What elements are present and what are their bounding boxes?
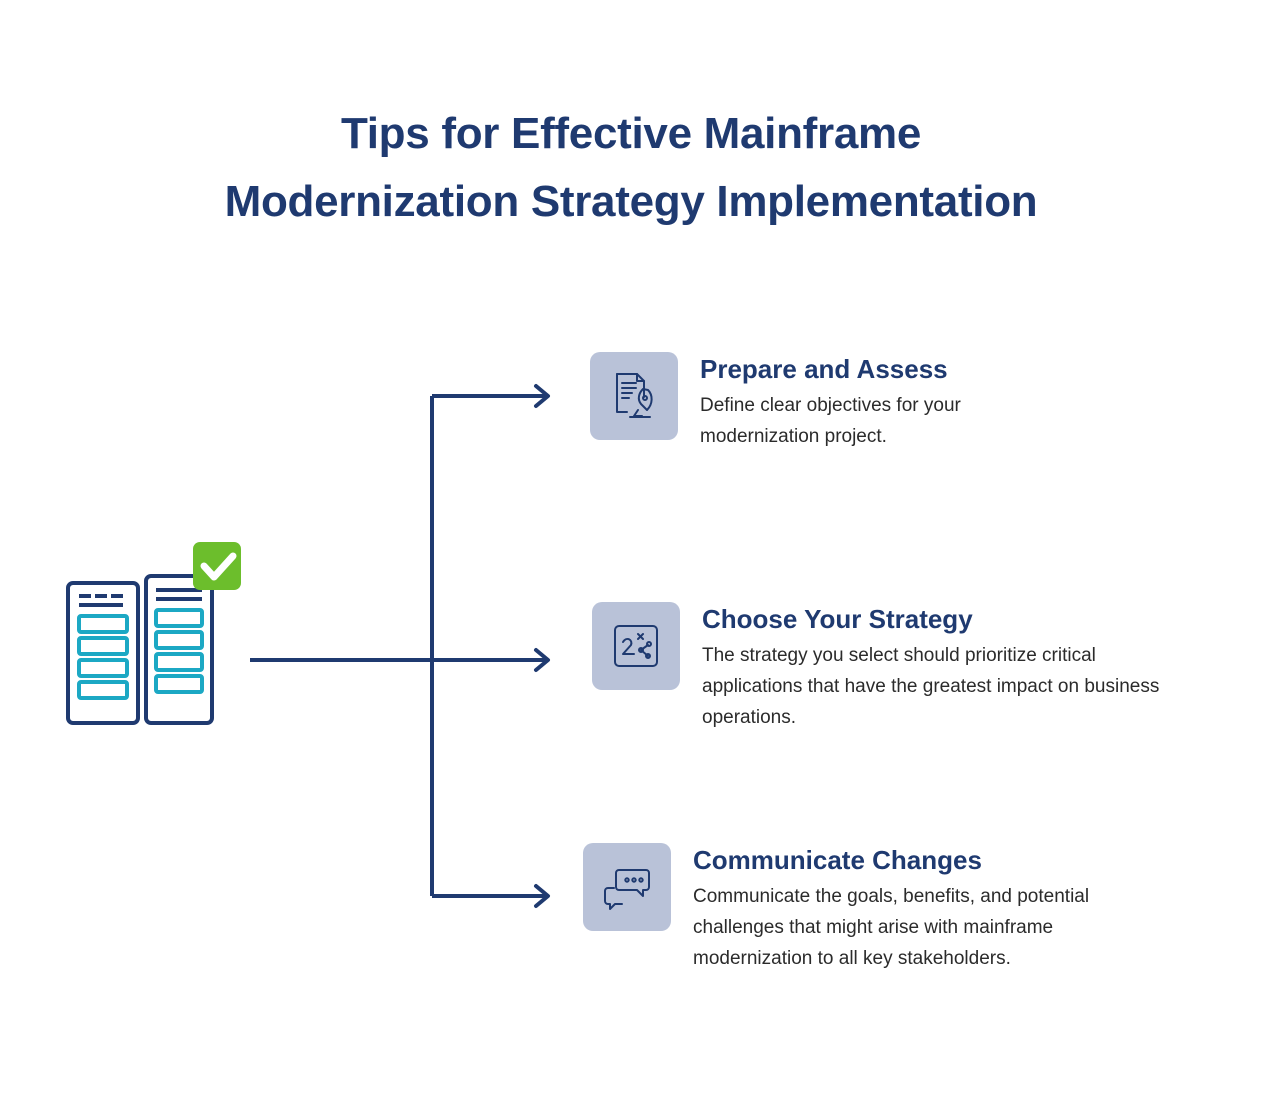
chat-bubbles-icon xyxy=(583,843,671,931)
step-description-1: Define clear objectives for your modernization project. xyxy=(700,395,961,447)
step-heading-1: Prepare and Assess xyxy=(700,354,948,384)
step-item-3 xyxy=(583,843,1183,974)
step-item-2 xyxy=(592,602,1192,733)
step-text-1 xyxy=(700,352,1050,453)
page-title xyxy=(0,100,1262,236)
page-title-line-2: Modernization Strategy Implementation xyxy=(224,177,1038,227)
step-text-3 xyxy=(693,843,1153,974)
step-description-3: Communicate the goals, benefits, and potential challenges that might arise with mainframe modernization to all key stakeholders. xyxy=(693,886,1090,969)
strategy-board-icon xyxy=(592,602,680,690)
step-item-1 xyxy=(590,352,1190,453)
step-text-2 xyxy=(702,602,1177,733)
step-description-2: The strategy you select should prioritize critical applications that have the greatest impact on business operations. xyxy=(702,645,1160,728)
step-heading-3: Communicate Changes xyxy=(693,845,982,875)
step-heading-2: Choose Your Strategy xyxy=(702,604,973,634)
document-rocket-icon xyxy=(590,352,678,440)
page-title-line-1: Tips for Effective Mainframe xyxy=(340,109,922,158)
